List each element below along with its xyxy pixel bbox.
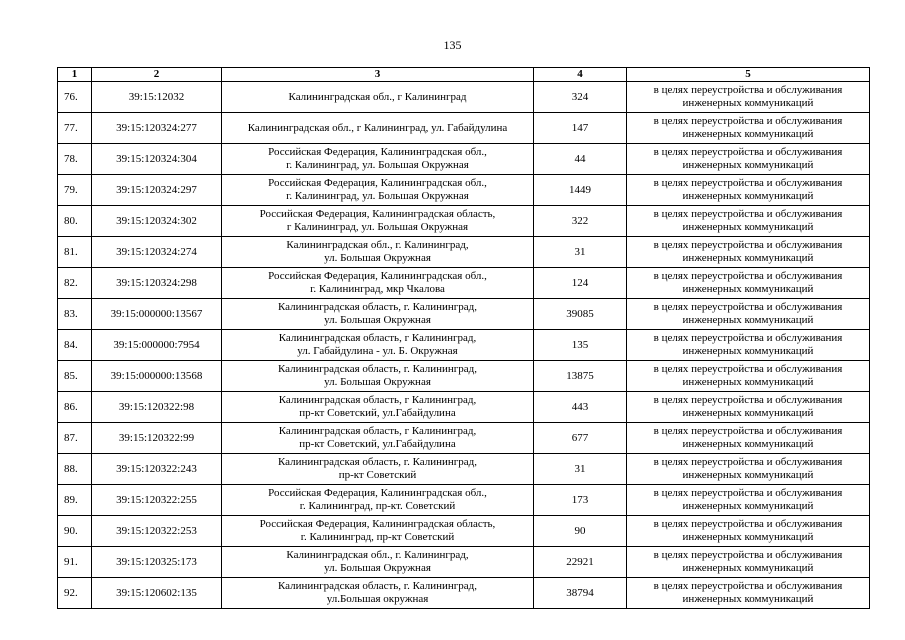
cadastral-number: 39:15:120324:298: [116, 276, 197, 289]
area-value: 322: [571, 214, 589, 227]
cadastral-number: 39:15:120324:297: [116, 183, 197, 196]
address-line-2: г. Калининград, пр-кт Советский: [300, 531, 455, 543]
row-number-cell: [58, 144, 92, 175]
row-number-cell: [58, 454, 92, 485]
area-cell: [534, 175, 627, 206]
address-line-1: Российская Федерация, Калининградская обл.,: [268, 146, 487, 158]
purpose-cell: [627, 113, 870, 144]
purpose-line-1: в целях переустройства и обслуживания: [653, 239, 843, 251]
table-row: [58, 454, 870, 485]
purpose-cell: [627, 485, 870, 516]
cadastral-number-cell: [92, 175, 222, 206]
address-line-2: пр-кт Советский, ул.Габайдулина: [299, 438, 456, 450]
area-value: 677: [571, 431, 589, 444]
purpose-cell: [627, 206, 870, 237]
row-number-cell: [58, 330, 92, 361]
table-row: [58, 113, 870, 144]
area-cell: [534, 516, 627, 547]
address-cell: [222, 516, 534, 547]
purpose-cell: [627, 578, 870, 609]
purpose-cell: [627, 423, 870, 454]
address-cell: [222, 423, 534, 454]
address-line-1: Калининградская обл., г Калининград, ул. Габайдулина: [247, 121, 508, 134]
address-line-2: ул. Габайдулина - ул. Б. Окружная: [297, 345, 458, 357]
purpose-cell: [627, 392, 870, 423]
area-value: 22921: [566, 555, 594, 568]
address-cell: [222, 175, 534, 206]
purpose-line-2: инженерных коммуникаций: [682, 128, 814, 140]
area-value: 13875: [566, 369, 594, 382]
area-cell: [534, 578, 627, 609]
purpose-line-2: инженерных коммуникаций: [682, 593, 814, 605]
address-line-1: Калининградская область, г. Калининград,: [277, 580, 478, 592]
address-line-1: Российская Федерация, Калининградская обл.,: [268, 487, 487, 499]
purpose-line-1: в целях переустройства и обслуживания: [653, 425, 843, 437]
address-line-1: Калининградская обл., г. Калининград,: [286, 239, 469, 251]
row-number-cell: [58, 206, 92, 237]
area-cell: [534, 206, 627, 237]
row-number: 87.: [64, 431, 78, 444]
purpose-cell: [627, 454, 870, 485]
area-value: 31: [574, 245, 586, 258]
area-value: 90: [574, 524, 586, 537]
table-row: [58, 144, 870, 175]
cadastral-number-cell: [92, 454, 222, 485]
address-line-1: Российская Федерация, Калининградская область,: [259, 518, 496, 530]
row-number-cell: [58, 392, 92, 423]
purpose-line-1: в целях переустройства и обслуживания: [653, 518, 843, 530]
purpose-cell: [627, 547, 870, 578]
row-number: 77.: [64, 121, 78, 134]
table-row: [58, 237, 870, 268]
address-line-1: Российская Федерация, Калининградская обл.,: [268, 177, 487, 189]
cadastral-number-cell: [92, 485, 222, 516]
cadastral-number: 39:15:120324:302: [116, 214, 197, 227]
address-line-2: ул. Большая Окружная: [324, 314, 431, 326]
cadastral-number: 39:15:120324:277: [116, 121, 197, 134]
page-number: 135: [443, 38, 462, 52]
area-cell: [534, 454, 627, 485]
row-number: 86.: [64, 400, 78, 413]
area-value: 39085: [566, 307, 594, 320]
cadastral-number-cell: [92, 144, 222, 175]
row-number-cell: [58, 82, 92, 113]
row-number: 84.: [64, 338, 78, 351]
row-number-cell: [58, 113, 92, 144]
table-row: [58, 392, 870, 423]
purpose-line-2: инженерных коммуникаций: [682, 469, 814, 481]
purpose-cell: [627, 268, 870, 299]
area-cell: [534, 485, 627, 516]
address-line-1: Калининградская обл., г Калининград: [288, 90, 467, 103]
purpose-line-1: в целях переустройства и обслуживания: [653, 456, 843, 468]
purpose-line-1: в целях переустройства и обслуживания: [653, 363, 843, 375]
row-number: 89.: [64, 493, 78, 506]
cadastral-number-cell: [92, 361, 222, 392]
address-cell: [222, 144, 534, 175]
purpose-cell: [627, 82, 870, 113]
purpose-line-2: инженерных коммуникаций: [682, 500, 814, 512]
area-value: 135: [571, 338, 589, 351]
purpose-line-2: инженерных коммуникаций: [682, 97, 814, 109]
cadastral-number-cell: [92, 547, 222, 578]
cadastral-number-cell: [92, 392, 222, 423]
purpose-line-2: инженерных коммуникаций: [682, 283, 814, 295]
address-line-2: г Калининград, ул. Большая Окружная: [286, 221, 469, 233]
address-line-2: ул.Большая окружная: [326, 593, 429, 605]
row-number: 88.: [64, 462, 78, 475]
address-cell: [222, 299, 534, 330]
purpose-line-2: инженерных коммуникаций: [682, 438, 814, 450]
area-cell: [534, 361, 627, 392]
purpose-cell: [627, 175, 870, 206]
header-col-5: 5: [627, 68, 870, 82]
address-cell: [222, 237, 534, 268]
address-cell: [222, 392, 534, 423]
purpose-line-2: инженерных коммуникаций: [682, 159, 814, 171]
purpose-line-2: инженерных коммуникаций: [682, 190, 814, 202]
purpose-line-1: в целях переустройства и обслуживания: [653, 208, 843, 220]
cadastral-number-cell: [92, 423, 222, 454]
purpose-line-2: инженерных коммуникаций: [682, 531, 814, 543]
cadastral-number: 39:15:120322:98: [118, 400, 195, 413]
table-row: [58, 485, 870, 516]
cadastral-number: 39:15:000000:7954: [113, 338, 200, 351]
address-line-2: г. Калининград, ул. Большая Окружная: [286, 190, 469, 202]
address-line-2: ул. Большая Окружная: [324, 252, 431, 264]
purpose-line-1: в целях переустройства и обслуживания: [653, 332, 843, 344]
row-number-cell: [58, 361, 92, 392]
address-line-2: г. Калининград, ул. Большая Окружная: [286, 159, 469, 171]
table-row: [58, 516, 870, 547]
address-cell: [222, 485, 534, 516]
area-value: 324: [571, 90, 589, 103]
address-cell: [222, 113, 534, 144]
cadastral-number-cell: [92, 578, 222, 609]
purpose-line-2: инженерных коммуникаций: [682, 407, 814, 419]
purpose-line-2: инженерных коммуникаций: [682, 562, 814, 574]
address-line-2: пр-кт Советский: [338, 469, 417, 481]
cadastral-number-cell: [92, 330, 222, 361]
cadastral-number: 39:15:120324:274: [116, 245, 197, 258]
table-row: [58, 547, 870, 578]
purpose-line-2: инженерных коммуникаций: [682, 376, 814, 388]
row-number-cell: [58, 175, 92, 206]
area-cell: [534, 144, 627, 175]
area-value: 443: [571, 400, 589, 413]
cadastral-number-cell: [92, 268, 222, 299]
area-cell: [534, 113, 627, 144]
area-value: 31: [574, 462, 586, 475]
header-col-3: 3: [222, 68, 534, 82]
purpose-line-1: в целях переустройства и обслуживания: [653, 549, 843, 561]
address-line-2: пр-кт Советский, ул.Габайдулина: [299, 407, 456, 419]
address-line-1: Калининградская область, г. Калининград,: [277, 363, 478, 375]
area-cell: [534, 237, 627, 268]
area-value: 1449: [569, 183, 591, 196]
purpose-line-1: в целях переустройства и обслуживания: [653, 84, 843, 96]
address-cell: [222, 268, 534, 299]
area-cell: [534, 330, 627, 361]
address-line-1: Российская Федерация, Калининградская обл.,: [268, 270, 487, 282]
header-col-4: 4: [534, 68, 627, 82]
cadastral-number: 39:15:120324:304: [116, 152, 197, 165]
cadastral-number: 39:15:120322:243: [116, 462, 197, 475]
address-line-2: ул. Большая Окружная: [324, 562, 431, 574]
area-value: 124: [571, 276, 589, 289]
purpose-line-1: в целях переустройства и обслуживания: [653, 146, 843, 158]
area-cell: [534, 299, 627, 330]
table-row: [58, 206, 870, 237]
row-number: 82.: [64, 276, 78, 289]
table-row: [58, 330, 870, 361]
purpose-cell: [627, 516, 870, 547]
table-row: [58, 82, 870, 113]
cadastral-number: 39:15:120325:173: [116, 555, 197, 568]
row-number: 80.: [64, 214, 78, 227]
purpose-cell: [627, 330, 870, 361]
row-number-cell: [58, 237, 92, 268]
purpose-cell: [627, 299, 870, 330]
row-number: 79.: [64, 183, 78, 196]
cadastral-number: 39:15:000000:13568: [110, 369, 203, 382]
row-number: 85.: [64, 369, 78, 382]
row-number: 92.: [64, 586, 78, 599]
address-line-2: ул. Большая Окружная: [324, 376, 431, 388]
area-cell: [534, 423, 627, 454]
purpose-cell: [627, 361, 870, 392]
cadastral-number: 39:15:120602:135: [116, 586, 197, 599]
purpose-line-2: инженерных коммуникаций: [682, 221, 814, 233]
address-cell: [222, 454, 534, 485]
address-line-1: Калининградская область, г Калининград,: [278, 394, 477, 406]
table-row: [58, 578, 870, 609]
purpose-cell: [627, 144, 870, 175]
purpose-line-2: инженерных коммуникаций: [682, 252, 814, 264]
address-cell: [222, 361, 534, 392]
row-number: 76.: [64, 90, 78, 103]
row-number: 78.: [64, 152, 78, 165]
row-number-cell: [58, 547, 92, 578]
cadastral-number-cell: [92, 206, 222, 237]
table-row: [58, 361, 870, 392]
address-line-1: Калининградская область, г. Калининград,: [277, 301, 478, 313]
purpose-line-1: в целях переустройства и обслуживания: [653, 270, 843, 282]
address-line-1: Калининградская область, г Калининград,: [278, 425, 477, 437]
table-row: [58, 299, 870, 330]
table-header-row: [58, 68, 870, 82]
cadastral-number-cell: [92, 237, 222, 268]
row-number-cell: [58, 268, 92, 299]
address-cell: [222, 578, 534, 609]
address-line-2: г. Калининград, пр-кт. Советский: [299, 500, 456, 512]
purpose-line-2: инженерных коммуникаций: [682, 345, 814, 357]
row-number-cell: [58, 485, 92, 516]
table-row: [58, 423, 870, 454]
purpose-line-1: в целях переустройства и обслуживания: [653, 115, 843, 127]
land-plots-table: [57, 67, 870, 609]
address-line-1: Калининградская область, г. Калининград,: [277, 456, 478, 468]
cadastral-number: 39:15:000000:13567: [110, 307, 203, 320]
address-line-1: Калининградская обл., г. Калининград,: [286, 549, 469, 561]
table-body: [58, 82, 870, 609]
purpose-line-1: в целях переустройства и обслуживания: [653, 301, 843, 313]
row-number-cell: [58, 516, 92, 547]
cadastral-number: 39:15:120322:255: [116, 493, 197, 506]
cadastral-number-cell: [92, 82, 222, 113]
purpose-line-2: инженерных коммуникаций: [682, 314, 814, 326]
cadastral-number-cell: [92, 516, 222, 547]
row-number: 90.: [64, 524, 78, 537]
table-row: [58, 175, 870, 206]
cadastral-number: 39:15:12032: [128, 90, 185, 103]
table-row: [58, 268, 870, 299]
row-number-cell: [58, 578, 92, 609]
cadastral-number-cell: [92, 299, 222, 330]
address-cell: [222, 206, 534, 237]
area-cell: [534, 268, 627, 299]
header-col-1: 1: [58, 68, 92, 82]
row-number: 83.: [64, 307, 78, 320]
address-cell: [222, 547, 534, 578]
area-value: 38794: [566, 586, 594, 599]
address-line-1: Калининградская область, г Калининград,: [278, 332, 477, 344]
cadastral-number: 39:15:120322:99: [118, 431, 195, 444]
area-value: 44: [574, 152, 586, 165]
purpose-cell: [627, 237, 870, 268]
area-cell: [534, 392, 627, 423]
area-cell: [534, 547, 627, 578]
row-number: 91.: [64, 555, 78, 568]
cadastral-number-cell: [92, 113, 222, 144]
purpose-line-1: в целях переустройства и обслуживания: [653, 487, 843, 499]
cadastral-number: 39:15:120322:253: [116, 524, 197, 537]
area-value: 173: [571, 493, 589, 506]
address-cell: [222, 82, 534, 113]
address-line-2: г. Калининград, мкр Чкалова: [310, 283, 445, 295]
header-col-2: 2: [92, 68, 222, 82]
purpose-line-1: в целях переустройства и обслуживания: [653, 177, 843, 189]
address-cell: [222, 330, 534, 361]
row-number: 81.: [64, 245, 78, 258]
row-number-cell: [58, 299, 92, 330]
purpose-line-1: в целях переустройства и обслуживания: [653, 580, 843, 592]
purpose-line-1: в целях переустройства и обслуживания: [653, 394, 843, 406]
address-line-1: Российская Федерация, Калининградская область,: [259, 208, 496, 220]
row-number-cell: [58, 423, 92, 454]
area-cell: [534, 82, 627, 113]
area-value: 147: [571, 121, 589, 134]
